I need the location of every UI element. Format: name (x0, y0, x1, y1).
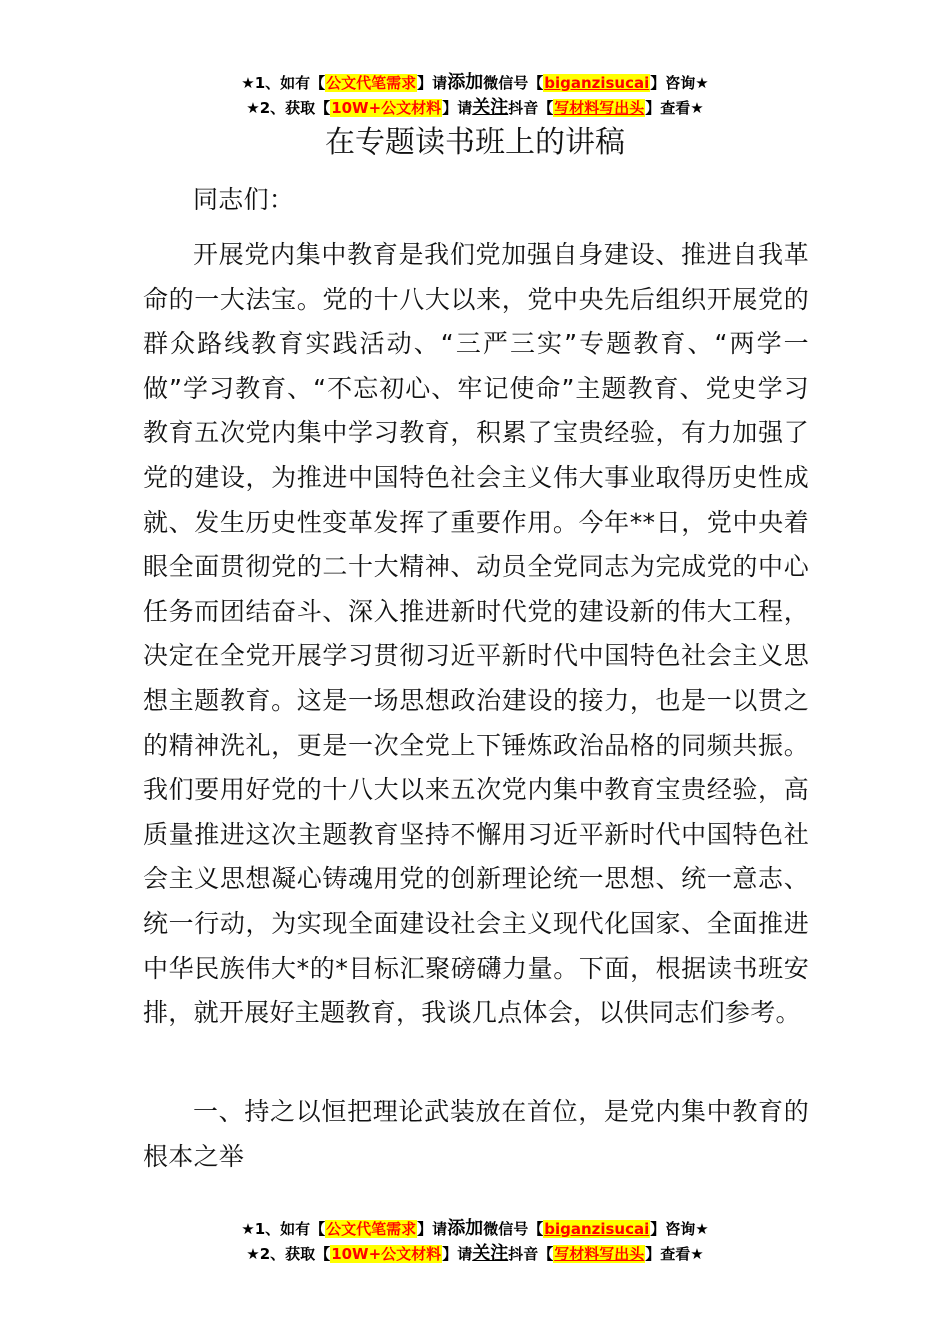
bottom-banner (0, 1216, 950, 1266)
banner-line-1: ★1、如有【公文代笔需求】请添加微信号【biganzisucai】咨询★ (241, 72, 709, 93)
paragraph-text: 开展党内集中教育是我们党加强自身建设、推进自我革命的一大法宝。党的十八大以来，党中央先后组织开展党的群众路线教育实践活动、“三严三实”专题教育、“两学一做”学习教育、“不忘初心、牢记使命”主题教育、党史学习教育五次党内集中学习教育，积累了宝贵经验，有力加强了党的建设，为推进中国特色社会主义伟大事业取得历史性成就、发生历史性变革发挥了重要作用。今年**日，党中央着眼全面贯彻党的二十大精神、动员全党同志为完成党的中心任务而团结奋斗、深入推进新时代党的建设新的伟大工程，决定在全党开展学习贯彻习近平新时代中国特色社会主义思想主题教育。这是一场思想政治建设的接力，也是一以贯之的精神洗礼，更是一次全党上下锤炼政治品格的同频共振。我们要用好党的十八大以来五次党内集中教育宝贵经验，高质量推进这次主题教育坚持不懈用习近平新时代中国特色社会主义思想凝心铸魂用党的创新理论统一思想、统一意志、统一行动，为实现全面建设社会主义现代化国家、全面推进中华民族伟大*的*目标汇聚磅礴力量。下面，根据读书班安排，就开展好主题教育，我谈几点体会，以供同志们参考。 (143, 240, 809, 1028)
greeting-text: 同志们： (193, 185, 295, 214)
body-paragraph-1 (143, 233, 809, 1036)
banner-wechat-id: biganzisucai (544, 74, 650, 92)
banner-wechat-id: biganzisucai (544, 1220, 650, 1238)
section-heading-text: 一、持之以恒把理论武装放在首位，是党内集中教育的根本之举 (143, 1097, 809, 1171)
banner-line-2: ★2、获取【10W+公文材料】请关注抖音【写材料写出头】查看★ (246, 97, 704, 118)
banner-line-2: ★2、获取【10W+公文材料】请关注抖音【写材料写出头】查看★ (246, 1243, 704, 1264)
document-title: 在专题读书班上的讲稿 (325, 125, 625, 160)
banner-line-1: ★1、如有【公文代笔需求】请添加微信号【biganzisucai】咨询★ (241, 1218, 709, 1239)
banner-highlight-materials: 10W+公文材料 (331, 99, 442, 117)
top-banner (0, 70, 950, 120)
section-heading-1 (143, 1090, 809, 1179)
banner-highlight-service: 公文代笔需求 (326, 74, 417, 92)
banner-highlight-service: 公文代笔需求 (326, 1220, 417, 1238)
banner-douyin-id: 写材料写出头 (554, 99, 645, 117)
banner-highlight-materials: 10W+公文材料 (331, 1245, 442, 1263)
banner-douyin-id: 写材料写出头 (554, 1245, 645, 1263)
greeting (143, 178, 809, 223)
